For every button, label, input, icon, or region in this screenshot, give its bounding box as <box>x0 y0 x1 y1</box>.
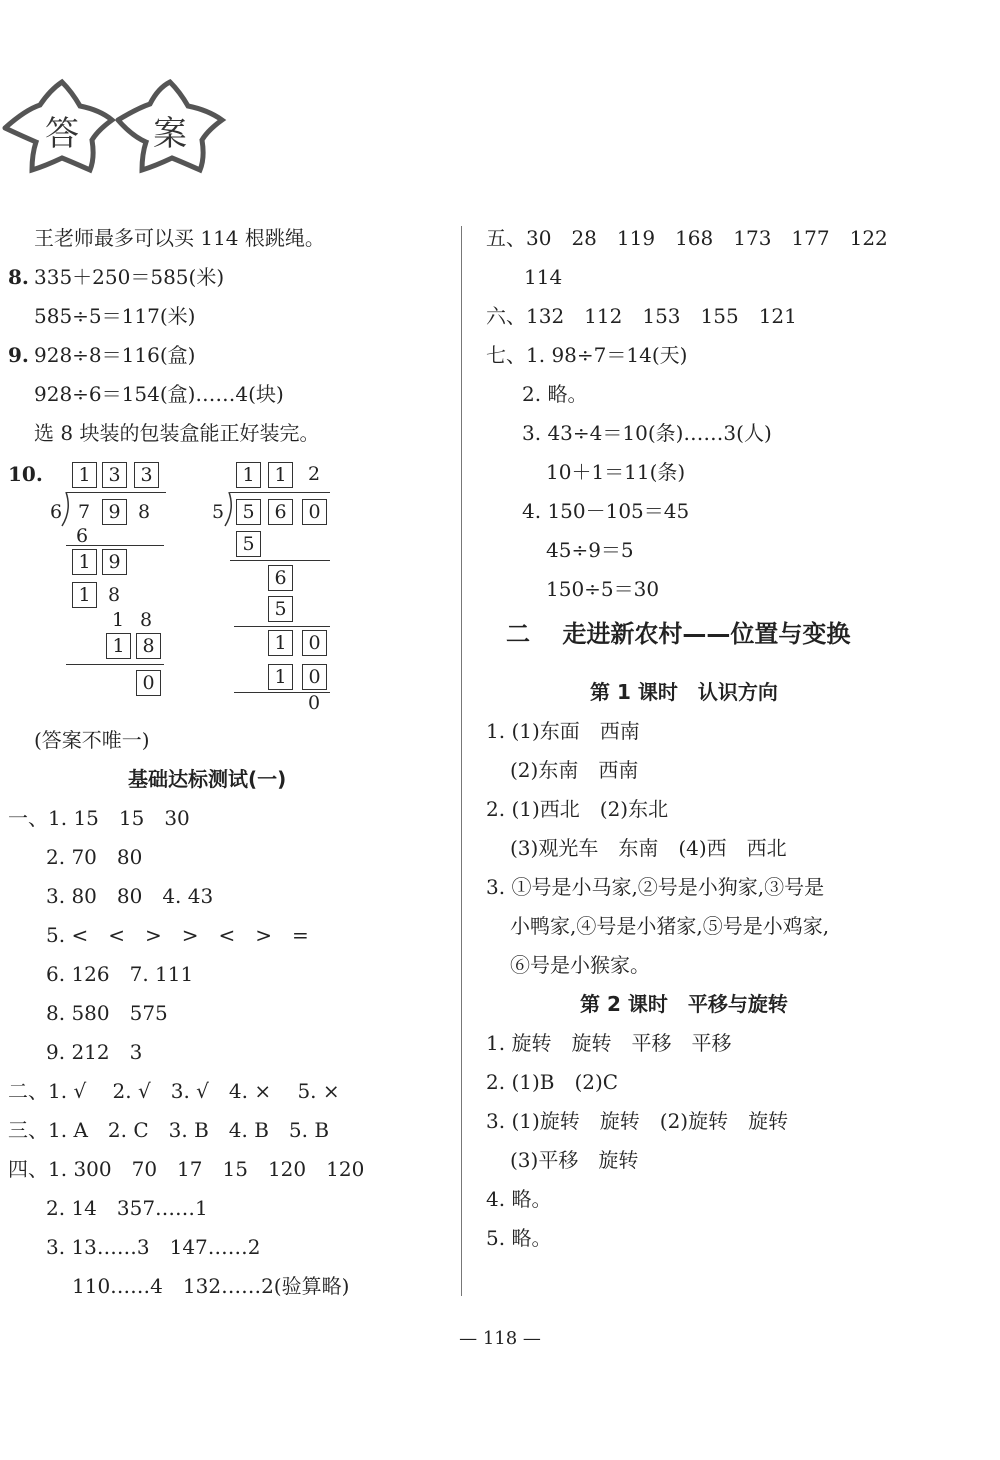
text-line: 六、132 112 153 155 121 <box>486 304 797 328</box>
text-line: 928÷6＝154(盒)……4(块) <box>34 382 284 406</box>
digit-box: 3 <box>102 462 127 488</box>
divisor: 6 <box>50 501 63 523</box>
text-line: 1. 旋转 旋转 平移 平移 <box>486 1031 732 1055</box>
digit-box: 3 <box>134 462 159 488</box>
text-line: 110……4 132……2(验算略) <box>72 1274 350 1298</box>
text-line: 150÷5＝30 <box>546 577 660 601</box>
text-line: 1. (1)东面 西南 <box>486 719 640 743</box>
digit-box: 0 <box>136 670 161 696</box>
division-bracket <box>223 492 235 528</box>
work-digit: 8 <box>108 584 121 606</box>
dividend-digit: 7 <box>78 501 91 523</box>
text-line: 335＋250＝585(米) <box>34 265 225 289</box>
text-line: 114 <box>524 265 563 289</box>
digit-box: 1 <box>268 630 293 656</box>
lesson-title: 第 1 课时 认识方向 <box>590 680 778 704</box>
digit-box: 5 <box>236 499 261 525</box>
text-line: (3)观光车 东南 (4)西 西北 <box>510 836 787 860</box>
text-line: 928÷8＝116(盒) <box>34 343 196 367</box>
text-line: (2)东南 西南 <box>510 758 639 782</box>
text-line: 45÷9＝5 <box>546 538 634 562</box>
text-line: 8. 580 575 <box>46 1001 168 1025</box>
banner-char-1: 答 <box>45 114 79 154</box>
divisor: 5 <box>212 501 225 523</box>
banner-char-2: 案 <box>153 114 187 154</box>
digit-box: 1 <box>72 462 97 488</box>
digit-box: 1 <box>268 462 293 488</box>
text-line: 七、1. 98÷7＝14(天) <box>486 343 688 367</box>
work-digit: 8 <box>140 609 153 631</box>
text-line: 2. 略。 <box>522 382 588 406</box>
note: (答案不唯一) <box>34 728 150 752</box>
text-line: 585÷5＝117(米) <box>34 304 196 328</box>
work-line <box>230 560 330 561</box>
text-line: 9. 212 3 <box>46 1040 143 1064</box>
section-title: 基础达标测试(一) <box>128 767 287 791</box>
text-line: 3. 80 80 4. 43 <box>46 884 214 908</box>
text-line: 小鸭家,④号是小猪家,⑤号是小鸡家, <box>510 914 830 938</box>
digit-box: 1 <box>268 664 293 690</box>
text-line: 3. 43÷4＝10(条)……3(人) <box>522 421 772 445</box>
work-line <box>234 626 330 627</box>
digit-box: 5 <box>268 596 293 622</box>
text-line: 2. 14 357……1 <box>46 1196 208 1220</box>
text-line: 5. < < > > < > = <box>46 923 309 947</box>
digit-box: 9 <box>102 499 127 525</box>
text-line: 2. (1)B (2)C <box>486 1070 619 1094</box>
digit-box: 0 <box>302 499 327 525</box>
column-divider <box>461 226 462 1296</box>
digit-box: 0 <box>302 630 327 656</box>
text-line: 二、1. √ 2. √ 3. √ 4. × 5. × <box>8 1079 340 1103</box>
dividend-digit: 8 <box>138 501 151 523</box>
division-bracket <box>60 492 72 528</box>
page-number: — 118 — <box>459 1328 541 1349</box>
text-line: 2. 70 80 <box>46 845 143 869</box>
answer-banner <box>0 70 240 180</box>
work-line <box>66 664 164 665</box>
text-line: 三、1. A 2. C 3. B 4. B 5. B <box>8 1118 330 1142</box>
text-line: 6. 126 7. 111 <box>46 962 194 986</box>
digit-box: 1 <box>72 582 97 608</box>
digit-box: 9 <box>102 549 127 575</box>
text-line: 四、1. 300 70 17 15 120 120 <box>8 1157 365 1181</box>
digit-box: 1 <box>72 549 97 575</box>
text-line: 2. (1)西北 (2)东北 <box>486 797 669 821</box>
text-line: 4. 150－105＝45 <box>522 499 690 523</box>
work-digit: 1 <box>112 609 125 631</box>
text-line: 3. 13……3 147……2 <box>46 1235 261 1259</box>
work-digit: 0 <box>308 692 321 714</box>
digit-box: 6 <box>268 565 293 591</box>
digit-box: 6 <box>268 499 293 525</box>
question-number: 10. <box>8 462 43 486</box>
text-line: 五、30 28 119 168 173 177 122 <box>486 226 888 250</box>
text-line: 5. 略。 <box>486 1226 552 1250</box>
digit-box: 5 <box>236 531 261 557</box>
work-digit: 6 <box>76 525 89 547</box>
text-line: 王老师最多可以买 114 根跳绳。 <box>34 226 325 250</box>
division-bar <box>66 492 166 493</box>
text-line: 3. (1)旋转 旋转 (2)旋转 旋转 <box>486 1109 789 1133</box>
text-line: ⑥号是小猴家。 <box>510 953 650 977</box>
work-line <box>66 545 164 546</box>
lesson-title: 第 2 课时 平移与旋转 <box>580 992 788 1016</box>
division-bar <box>230 492 330 493</box>
text-line: 4. 略。 <box>486 1187 552 1211</box>
digit-box: 0 <box>302 664 327 690</box>
text-line: 选 8 块装的包装盒能正好装完。 <box>34 421 320 445</box>
text-line: 一、1. 15 15 30 <box>8 806 190 830</box>
text-line: 10＋1＝11(条) <box>546 460 686 484</box>
unit-title: 二 走进新农村——位置与变换 <box>506 620 851 648</box>
digit-box: 1 <box>106 633 131 659</box>
text-line: 3. ①号是小马家,②号是小狗家,③号是 <box>486 875 825 899</box>
digit-box: 1 <box>236 462 261 488</box>
text-line: (3)平移 旋转 <box>510 1148 639 1172</box>
question-number: 8. <box>8 265 29 289</box>
quotient-digit: 2 <box>308 463 321 485</box>
digit-box: 8 <box>136 633 161 659</box>
question-number: 9. <box>8 343 29 367</box>
